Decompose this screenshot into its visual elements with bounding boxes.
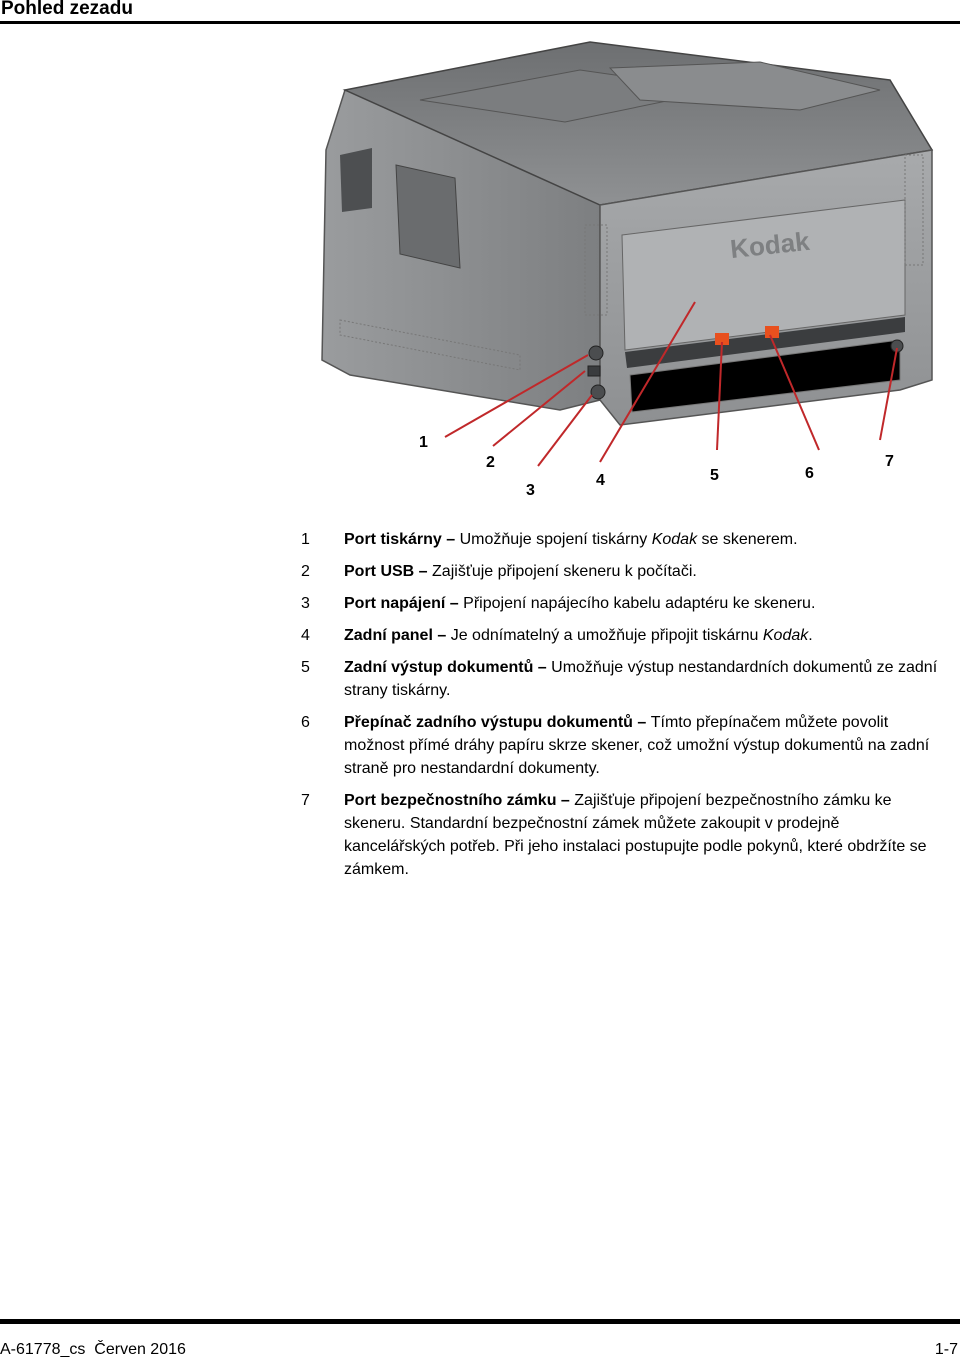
legend-desc-brand: Kodak	[651, 531, 698, 548]
legend-term: Zadní výstup dokumentů	[344, 659, 534, 676]
legend-item-rear-output	[301, 656, 941, 702]
callout-4: 4	[596, 472, 605, 489]
legend-desc: Umožňuje výstup nestandardních dokumentů ze zadní strany tiskárny.	[344, 659, 938, 699]
legend-desc: Zajišťuje připojení skeneru k počítači.	[432, 563, 697, 580]
callout-7: 7	[885, 453, 894, 470]
callout-2: 2	[486, 454, 495, 471]
page-title: Pohled zezadu	[0, 0, 960, 24]
legend-desc: Zajišťuje připojení bezpečnostního zámku ke skeneru. Standardní bezpečnostní zámek můžete zakoupit v prodejně kancelářských potřeb. Při jeho instalaci postupujte podle pokynů, které obdržíte se zámkem.	[344, 792, 927, 878]
legend-desc: Připojení napájecího kabelu adaptéru ke skeneru.	[463, 595, 816, 612]
legend-dash: –	[432, 627, 451, 644]
legend-number: 3	[301, 595, 310, 612]
side-handle-recess	[396, 165, 460, 268]
legend-dash: –	[441, 531, 460, 548]
legend-item-printer-port	[301, 528, 941, 551]
legend-number: 1	[301, 531, 310, 548]
legend-desc: Je odnímatelný a umožňuje připojit tiskárnu	[450, 627, 763, 644]
legend-item-usb-port	[301, 560, 941, 583]
rear-output-switch-right	[765, 326, 779, 338]
legend-item-security-lock	[301, 789, 941, 881]
legend-item-rear-panel	[301, 624, 941, 647]
footer-doc-id: A-61778_cs Červen 2016	[0, 1341, 186, 1358]
legend-dash: –	[533, 659, 552, 676]
legend-number: 7	[301, 792, 310, 809]
legend-number: 5	[301, 659, 310, 676]
scanner-illustration	[0, 30, 960, 510]
legend-desc: Tímto přepínačem můžete povolit možnost přímé dráhy papíru skrze skener, což umožní výstup dokumentů na zadní straně pro nestandardní dokumenty.	[344, 714, 930, 777]
side-handle-left	[340, 148, 372, 212]
legend-item-rear-output-switch	[301, 711, 941, 780]
footer-page-number: 1-7	[934, 1341, 958, 1358]
legend-number: 4	[301, 627, 310, 644]
printer-port	[589, 346, 603, 360]
scanner-rear-view-figure	[0, 30, 960, 510]
footer-rule	[0, 1319, 960, 1324]
power-port	[591, 385, 605, 399]
legend-desc: Umožňuje spojení tiskárny	[459, 531, 652, 548]
legend-dash: –	[556, 792, 575, 809]
usb-port	[588, 366, 600, 376]
legend-item-power-port	[301, 592, 941, 615]
legend-desc-end: .	[808, 627, 813, 644]
callout-5: 5	[710, 467, 719, 484]
legend-term: Přepínač zadního výstupu dokumentů	[344, 714, 633, 731]
legend-dash: –	[632, 714, 651, 731]
callout-6: 6	[805, 465, 814, 482]
kodak-logo: Kodak	[728, 225, 811, 265]
callout-legend	[301, 528, 941, 890]
legend-term: Port USB	[344, 563, 415, 580]
legend-term: Zadní panel	[344, 627, 433, 644]
legend-dash: –	[445, 595, 464, 612]
legend-desc-brand: Kodak	[762, 627, 809, 644]
callout-3: 3	[526, 482, 535, 499]
legend-dash: –	[414, 563, 433, 580]
legend-term: Port tiskárny	[344, 531, 442, 548]
legend-number: 6	[301, 714, 310, 731]
callout-1: 1	[419, 434, 428, 451]
legend-term: Port napájení	[344, 595, 446, 612]
legend-term: Port bezpečnostního zámku	[344, 792, 557, 809]
legend-number: 2	[301, 563, 310, 580]
legend-desc-end: se skenerem.	[697, 531, 798, 548]
